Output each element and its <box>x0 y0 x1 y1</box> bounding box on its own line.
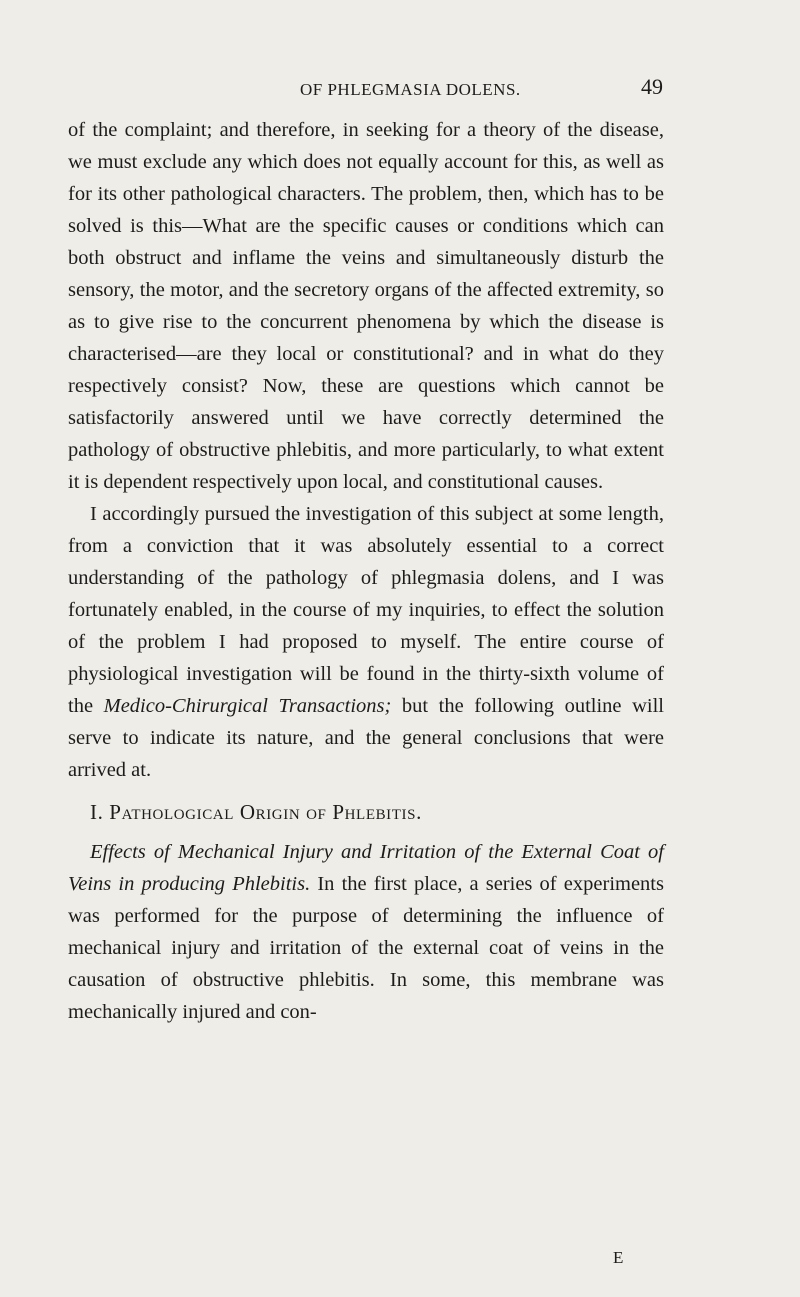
paragraph-2-text-a: I accordingly pursued the investigation of this subject at some length, from a conviction that it was absolutely essential to a correct understanding of the pathology of phlegmasia dolens, and I was fortunately enabled, in the course of my inquiries, to effect the solution of the problem I had proposed to myself. The entire course of physiological investigation will be found in the thirty-sixth volume of the <box>68 503 664 717</box>
signature-mark: E <box>613 1248 624 1267</box>
running-head: OF PHLEGMASIA DOLENS. <box>300 80 521 99</box>
journal-title: Medico-Chirurgical Transactions; <box>103 695 392 717</box>
body-text <box>68 114 664 1028</box>
subsection-title: Effects of Mechanical Injury and Irritation of the External Coat of Veins in producing Phlebitis. <box>68 841 664 895</box>
paragraph-2-text-b: but the following outline will serve to indicate its nature, and the general conclusions that were arrived at. <box>68 695 664 781</box>
paragraph-1: of the complaint; and therefore, in seeking for a theory of the disease, we must exclude any which does not equally account for this, as well as for its other pathological characters. The problem, then, which has to be solved is this—What are the specific causes or conditions which can both obstruct and inflame the veins and simultaneously disturb the sensory, the motor, and the secretory organs of the affected extremity, so as to give rise to the concurrent phenomena by which the disease is characterised—are they local or constitutional? and in what do they respectively consist? Now, these are questions which cannot be satisfactorily answered until we have correctly determined the pathology of obstructive phlebitis, and more particularly, to what extent it is dependent respectively upon local, and constitutional causes. <box>68 119 664 493</box>
paragraph-2 <box>68 498 664 786</box>
paragraph-3-text: In the first place, a series of experiments was performed for the purpose of determining the influence of mechanical injury and irritation of the external coat of veins in the causation of obstructive phlebitis. In some, this membrane was mechanically injured and con- <box>68 873 664 1023</box>
section-heading: I. Pathological Origin of Phlebitis. <box>90 800 422 824</box>
paragraph-3 <box>68 836 664 1028</box>
page-number: 49 <box>641 74 663 99</box>
